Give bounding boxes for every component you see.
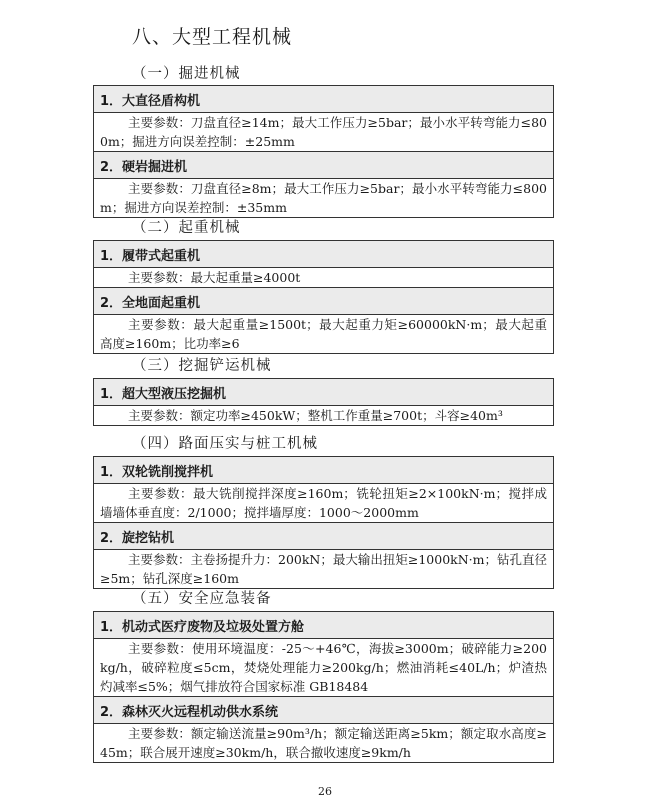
item-params: 主要参数：额定输送流量≥90m³/h；额定输送距离≥5km；额定取水高度≥45m；联合展开速度≥30km/h，联合撤收速度≥9km/h xyxy=(94,724,554,763)
section-title: （五）安全应急装备 xyxy=(132,591,272,607)
item-name: 1．履带式起重机 xyxy=(94,241,554,268)
item-name: 1．超大型液压挖掘机 xyxy=(94,379,554,406)
section-title: （一）掘进机械 xyxy=(132,66,241,82)
item-params: 主要参数：最大铣削搅拌深度≥160m；铣轮扭矩≥2×100kN·m；搅拌成墙墙体垂直度：2/1000；搅拌墙厚度：1000～2000mm xyxy=(94,484,554,523)
section-title: （四）路面压实与桩工机械 xyxy=(132,436,318,452)
item-params: 主要参数：额定功率≥450kW；整机工作重量≥700t；斗容≥40m³ xyxy=(94,406,554,426)
section-title: （三）挖掘铲运机械 xyxy=(132,358,272,374)
item-name: 2．旋挖钻机 xyxy=(94,523,554,550)
item-name: 1．大直径盾构机 xyxy=(94,86,554,113)
page-number: 26 xyxy=(318,785,332,798)
equipment-table xyxy=(93,611,554,763)
item-name: 2．硬岩掘进机 xyxy=(94,152,554,179)
page-title: 八、大型工程机械 xyxy=(132,26,293,48)
equipment-table xyxy=(93,240,554,354)
item-name: 1．机动式医疗废物及垃圾处置方舱 xyxy=(94,612,554,639)
item-params: 主要参数：刀盘直径≥8m；最大工作压力≥5bar；最小水平转弯能力≤800m；掘进方向误差控制：±35mm xyxy=(94,179,554,218)
item-params: 主要参数：使用环境温度：-25～+46℃，海拔≥3000m；破碎能力≥200kg/h，破碎粒度≤5cm，焚烧处理能力≥200kg/h；燃油消耗≤40L/h；炉渣热灼减率≤5%；烟气排放符合国家标准 GB18484 xyxy=(94,639,554,697)
item-params: 主要参数：刀盘直径≥14m；最大工作压力≥5bar；最小水平转弯能力≤800m；掘进方向误差控制：±25mm xyxy=(94,113,554,152)
section-title: （二）起重机械 xyxy=(132,220,241,236)
item-params: 主要参数：最大起重量≥1500t；最大起重力矩≥60000kN·m；最大起重高度≥160m；比功率≥6 xyxy=(94,315,554,354)
equipment-table xyxy=(93,456,554,589)
item-name: 1．双轮铣削搅拌机 xyxy=(94,457,554,484)
item-name: 2．森林灭火远程机动供水系统 xyxy=(94,697,554,724)
equipment-table xyxy=(93,378,554,426)
item-name: 2．全地面起重机 xyxy=(94,288,554,315)
item-params: 主要参数：主卷扬提升力：200kN；最大输出扭矩≥1000kN·m；钻孔直径≥5m；钻孔深度≥160m xyxy=(94,550,554,589)
equipment-table xyxy=(93,85,554,218)
item-params: 主要参数：最大起重量≥4000t xyxy=(94,268,554,288)
